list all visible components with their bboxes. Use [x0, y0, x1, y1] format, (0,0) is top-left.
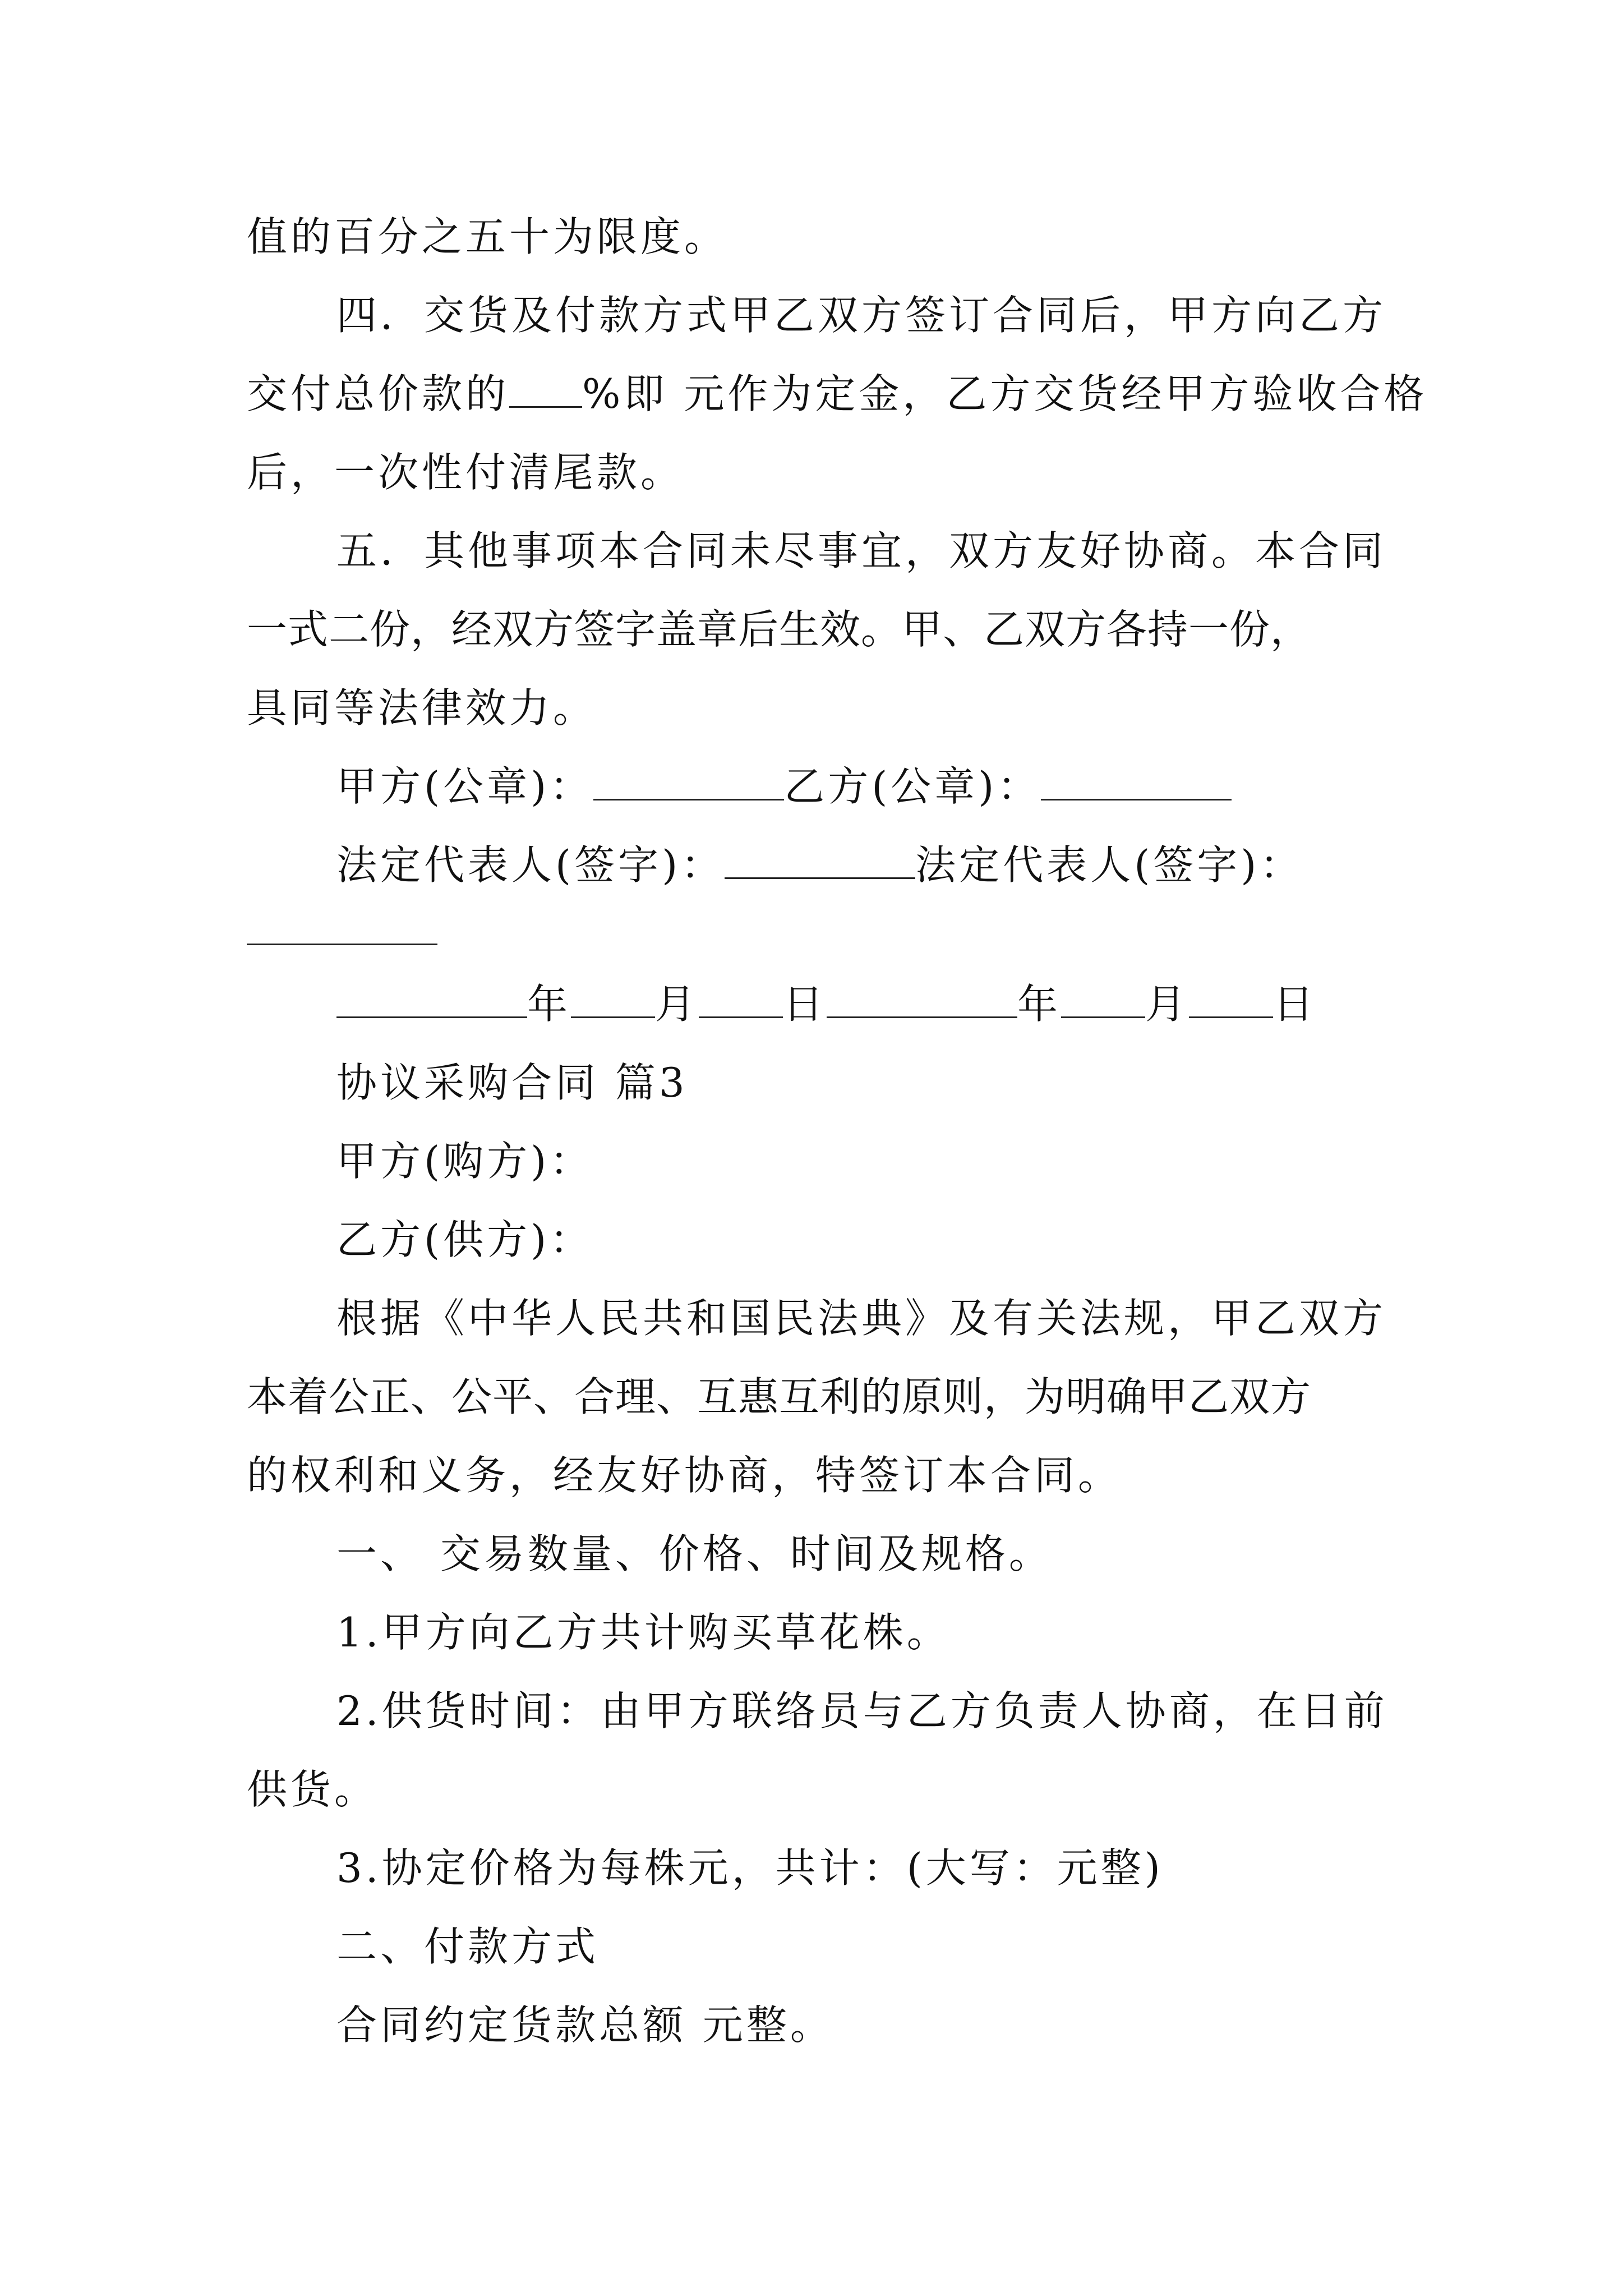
month-label: 月 [655, 981, 699, 1028]
blank-line [827, 981, 1017, 1018]
blank-line [725, 841, 915, 879]
day-label: 日 [1273, 981, 1317, 1028]
paragraph-line: 五．其他事项本合同未尽事宜，双方友好协商。本合同 [336, 527, 1387, 574]
text-segment: 交付总价款的 [247, 370, 510, 417]
blank-line [699, 981, 783, 1018]
paragraph-line: 合同约定货款总额 元整。 [336, 2001, 834, 2049]
clause-heading: 二、付款方式 [336, 1923, 600, 1970]
blank-line [509, 370, 582, 408]
signature-line-seal [336, 758, 1481, 815]
date-line [336, 976, 1481, 1032]
paragraph-line [247, 366, 1428, 422]
clause-item: 3.协定价格为每株元，共计：(大写：元整) [336, 1844, 1164, 1892]
party-a-rep-label: 法定代表人(签字)： [336, 841, 725, 889]
blank-line [1189, 981, 1273, 1018]
section-title: 协议采购合同 篇3 [336, 1059, 688, 1106]
blank-line [336, 981, 527, 1018]
signature-blank-line [247, 903, 1391, 959]
paragraph-line: 的权利和义务，经友好协商，特签订本合同。 [247, 1452, 1122, 1499]
paragraph-line: 四．交货及付款方式甲乙双方签订合同后，甲方向乙方 [336, 292, 1387, 339]
party-b-rep-label: 法定代表人(签字)： [915, 841, 1304, 889]
paragraph-line: 本着公正、公平、合理、互惠互利的原则，为明确甲乙双方 [247, 1373, 1312, 1420]
year-label: 年 [527, 981, 571, 1028]
blank-line [1061, 981, 1145, 1018]
blank-line [593, 763, 784, 800]
clause-item: 2.供货时间：由甲方联络员与乙方负责人协商，在日前 [336, 1687, 1388, 1734]
blank-line [247, 908, 437, 945]
blank-line [571, 981, 655, 1018]
paragraph-line: 供货。 [247, 1766, 379, 1813]
party-b-seal-label: 乙方(公章)： [784, 763, 1041, 810]
party-a-seal-label: 甲方(公章)： [336, 763, 594, 810]
day-label: 日 [783, 981, 827, 1028]
clause-item: 1.甲方向乙方共计购买草花株。 [336, 1609, 951, 1656]
clause-heading: 一、 交易数量、价格、时间及规格。 [336, 1530, 1053, 1577]
paragraph-line: 根据《中华人民共和国民法典》及有关法规，甲乙双方 [336, 1295, 1387, 1342]
paragraph-line: 具同等法律效力。 [247, 684, 597, 731]
paragraph-line: 值的百分之五十为限度。 [247, 213, 728, 260]
paragraph-line: 后，一次性付清尾款。 [247, 449, 685, 496]
signature-line-rep [336, 837, 1481, 893]
month-label: 月 [1145, 981, 1189, 1028]
blank-line [1041, 763, 1232, 800]
paragraph-line: 一式二份，经双方签字盖章后生效。甲、乙双方各持一份， [247, 606, 1312, 653]
year-label: 年 [1017, 981, 1062, 1028]
text-segment: %即 元作为定金，乙方交货经甲方验收合格 [582, 370, 1428, 417]
party-b-line: 乙方(供方)： [336, 1216, 594, 1263]
party-a-line: 甲方(购方)： [336, 1138, 594, 1185]
